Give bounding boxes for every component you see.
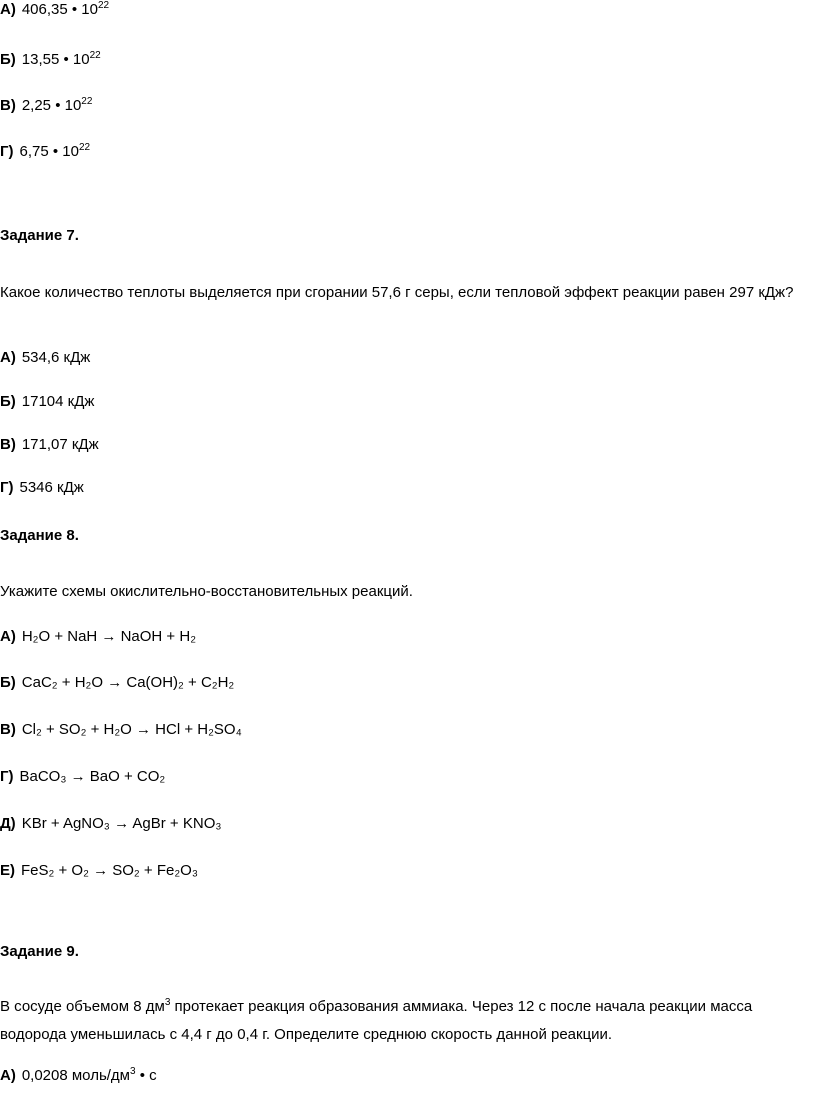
option-value: 13,55 • 10 <box>21 51 90 68</box>
question-text-part2: протекает реакция образования аммиака. Через 12 с после начала реакции масса водорода уменьшилась с 4,4 г до 0,4 г. Определите среднюю скорость данной реакции. <box>0 998 753 1043</box>
option-value-part2: • с <box>135 1067 157 1084</box>
task6-option-c <box>0 96 92 116</box>
option-label: В) <box>0 721 16 738</box>
option-formula: H₂O + NaH → NaOH + H₂ <box>21 628 197 645</box>
option-label: Б) <box>0 393 16 410</box>
task8-option-c <box>0 720 242 740</box>
option-label: А) <box>0 628 16 645</box>
task7-question: Какое количество теплоты выделяется при сгорании 57,6 г серы, если тепловой эффект реакции равен 297 кДж? <box>0 284 794 301</box>
option-label: Б) <box>0 51 16 68</box>
task6-option-d <box>0 142 90 162</box>
task8-option-b <box>0 673 234 693</box>
question-text-part1: В сосуде объемом 8 дм <box>0 998 165 1015</box>
option-formula: BaCO₃ → BaO + CO₂ <box>19 768 166 785</box>
option-exponent: 22 <box>97 0 110 11</box>
option-exponent: 22 <box>78 142 91 153</box>
option-label: Б) <box>0 674 16 691</box>
task8-heading: Задание 8. <box>0 527 79 544</box>
task7-option-a <box>0 348 90 368</box>
option-superscript: 3 <box>130 1066 136 1077</box>
option-formula: KBr + AgNO₃ → AgBr + KNO₃ <box>21 815 222 832</box>
option-label: Г) <box>0 768 14 785</box>
option-label: Г) <box>0 479 14 496</box>
option-exponent: 22 <box>81 96 93 107</box>
task6-option-a <box>0 0 109 20</box>
option-value: 534,6 кДж <box>21 349 91 366</box>
option-value: 6,75 • 10 <box>19 143 79 160</box>
option-label: А) <box>0 1 16 18</box>
task9-question <box>0 993 806 1049</box>
task7-option-c <box>0 435 99 455</box>
task9-heading: Задание 9. <box>0 943 79 960</box>
option-label: А) <box>0 349 16 366</box>
option-label: В) <box>0 97 16 114</box>
option-formula: Cl₂ + SO₂ + H₂O → HCl + H₂SO₄ <box>21 721 242 738</box>
task9-option-a <box>0 1066 157 1086</box>
option-label: Д) <box>0 815 16 832</box>
task7-heading: Задание 7. <box>0 227 79 244</box>
option-value-part1: 0,0208 моль/дм <box>21 1067 130 1084</box>
option-value: 171,07 кДж <box>21 436 99 453</box>
option-formula: CaC₂ + H₂O → Ca(OH)₂ + C₂H₂ <box>21 674 235 691</box>
option-value: 2,25 • 10 <box>21 97 82 114</box>
task8-option-a <box>0 627 196 647</box>
task7-option-d <box>0 478 84 498</box>
task7-option-b <box>0 392 94 412</box>
option-formula: FeS₂ + O₂ → SO₂ + Fe₂O₃ <box>21 862 198 879</box>
task8-option-f <box>0 861 198 881</box>
option-label: В) <box>0 436 16 453</box>
option-label: Е) <box>0 862 15 879</box>
option-value: 5346 кДж <box>19 479 84 496</box>
option-value: 406,35 • 10 <box>21 1 98 18</box>
option-exponent: 22 <box>89 50 101 61</box>
task6-option-b <box>0 50 101 70</box>
task8-option-e <box>0 814 221 834</box>
task8-option-d <box>0 767 165 787</box>
question-superscript: 3 <box>164 997 171 1008</box>
option-value: 17104 кДж <box>21 393 95 410</box>
task8-question: Укажите схемы окислительно-восстановительных реакций. <box>0 583 413 600</box>
option-label: Г) <box>0 143 14 160</box>
option-label: А) <box>0 1067 16 1084</box>
